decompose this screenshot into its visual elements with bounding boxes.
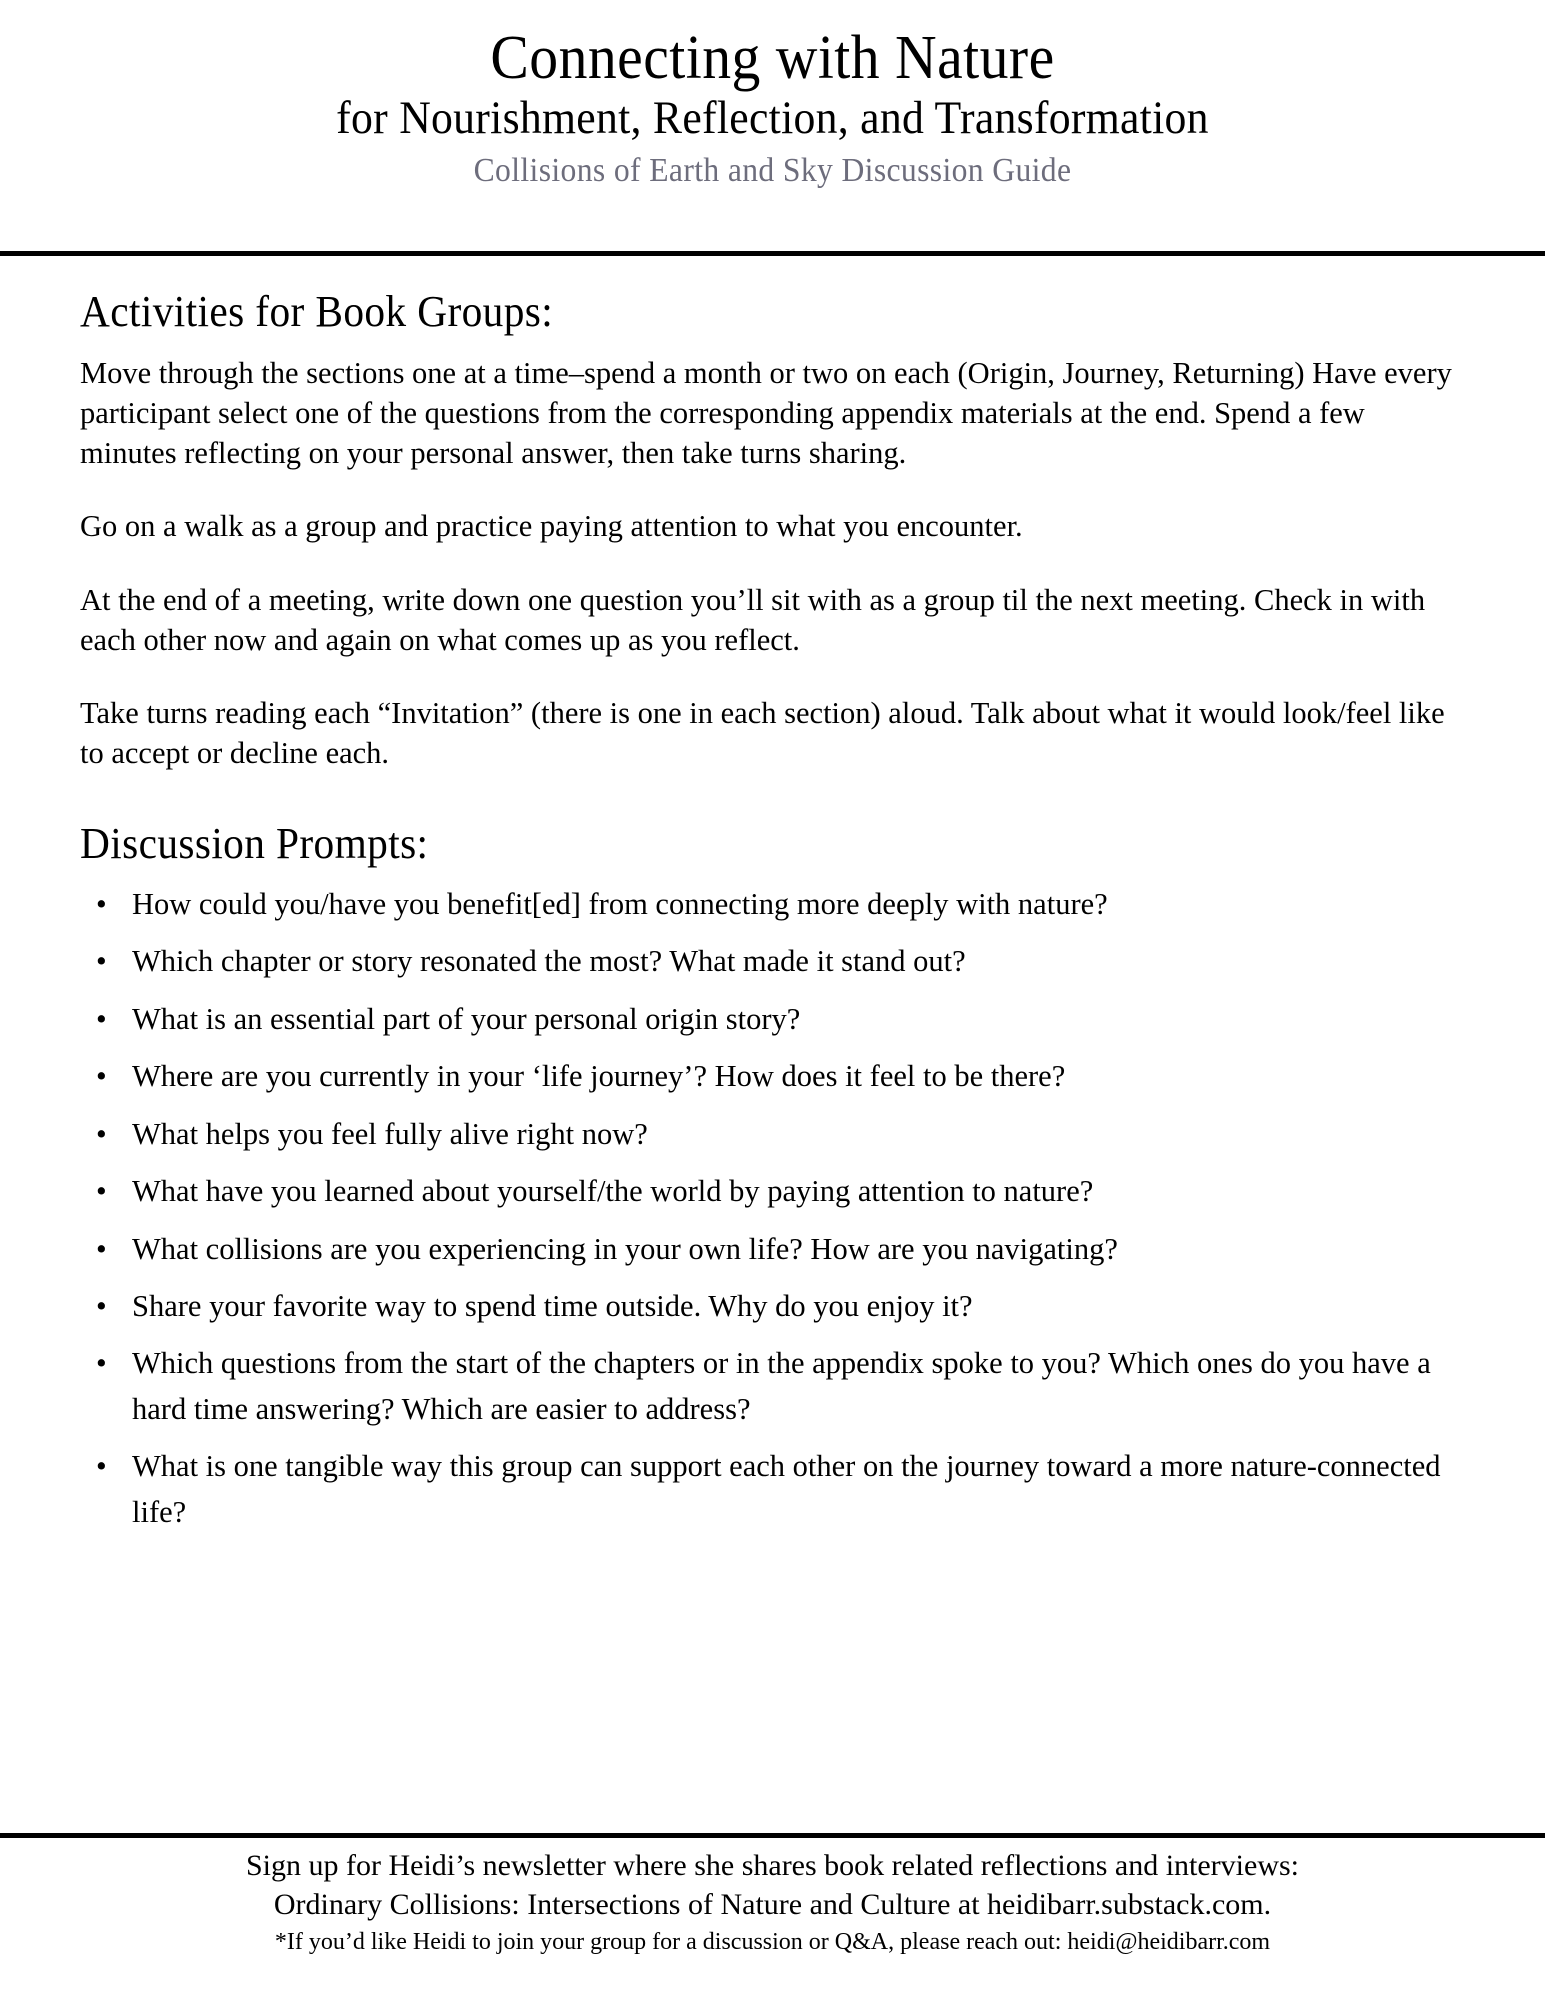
list-item-text: What is one tangible way this group can support each other on the journey toward a more nature-connected life? [132, 1449, 1441, 1529]
list-item [80, 997, 1467, 1042]
header-divider [0, 251, 1545, 256]
section-heading-discussion-prompts: Discussion Prompts: [80, 818, 429, 868]
document-masthead [0, 0, 1545, 192]
activities-paragraph: At the end of a meeting, write down one question you’ll sit with as a group til the next meeting. Check in with each other now and again on what comes up as you reflect. [80, 582, 1426, 657]
bullet-icon: • [96, 1116, 107, 1151]
document-footer [0, 1846, 1545, 1959]
list-item-text: Where are you currently in your ‘life journey’? How does it feel to be there? [132, 1059, 1066, 1094]
document-body [0, 262, 1545, 1547]
list-item [80, 1227, 1467, 1272]
list-item [80, 1112, 1467, 1157]
list-item-text: What helps you feel fully alive right now? [132, 1116, 648, 1151]
list-item [80, 1169, 1467, 1214]
list-item-text: Which questions from the start of the chapters or in the appendix spoke to you? Which ones do you have a hard time answering? Which are easier to address? [132, 1346, 1431, 1426]
bullet-icon: • [96, 1288, 107, 1323]
list-item [80, 1444, 1467, 1535]
list-item [80, 1054, 1467, 1099]
list-item-text: Share your favorite way to spend time outside. Why do you enjoy it? [132, 1288, 973, 1323]
footer-contact-line: *If you’d like Heidi to join your group for a discussion or Q&A, please reach out: heidi@heidibarr.com [274, 1929, 1271, 1955]
bullet-icon: • [96, 1174, 107, 1209]
list-item [80, 1341, 1467, 1432]
bullet-icon: • [96, 944, 107, 979]
bullet-icon: • [96, 1346, 107, 1381]
bullet-icon: • [96, 886, 107, 921]
footer-divider [0, 1833, 1545, 1838]
list-item-text: What collisions are you experiencing in your own life? How are you navigating? [132, 1231, 1118, 1266]
list-item [80, 939, 1467, 984]
list-item-text: What is an essential part of your personal origin story? [132, 1001, 801, 1036]
page-subtitle: for Nourishment, Reflection, and Transformation [336, 92, 1209, 145]
bullet-icon: • [96, 1059, 107, 1094]
activities-paragraph: Go on a walk as a group and practice paying attention to what you encounter. [80, 509, 1023, 544]
list-item [80, 882, 1467, 927]
bullet-icon: • [96, 1231, 107, 1266]
list-item-text: Which chapter or story resonated the most? What made it stand out? [132, 944, 966, 979]
discussion-prompt-list [80, 882, 1467, 1535]
page-title: Connecting with Nature [490, 24, 1055, 92]
activities-paragraph: Take turns reading each “Invitation” (there is one in each section) aloud. Talk about what it would look/feel like to accept or decline each. [80, 696, 1445, 770]
list-item [80, 1284, 1467, 1329]
activities-paragraph: Move through the sections one at a time–spend a month or two on each (Origin, Journey, Returning) Have every participant select one of the questions from the corresponding appendix materials at the end. Spend a few minutes reflecting on your personal answer, then take turns sharing. [80, 356, 1452, 470]
bullet-icon: • [96, 1001, 107, 1036]
list-item-text: How could you/have you benefit[ed] from connecting more deeply with nature? [132, 886, 1108, 921]
page-guide-label: Collisions of Earth and Sky Discussion Guide [473, 152, 1072, 190]
bullet-icon: • [96, 1449, 107, 1484]
section-heading-activities: Activities for Book Groups: [80, 287, 554, 336]
list-item-text: What have you learned about yourself/the world by paying attention to nature? [132, 1174, 1094, 1209]
footer-newsletter-line: Sign up for Heidi’s newsletter where she shares book related reflections and interviews: [245, 1849, 1300, 1882]
footer-newsletter-url-line: Ordinary Collisions: Intersections of Nature and Culture at heidibarr.substack.com. [273, 1888, 1272, 1921]
